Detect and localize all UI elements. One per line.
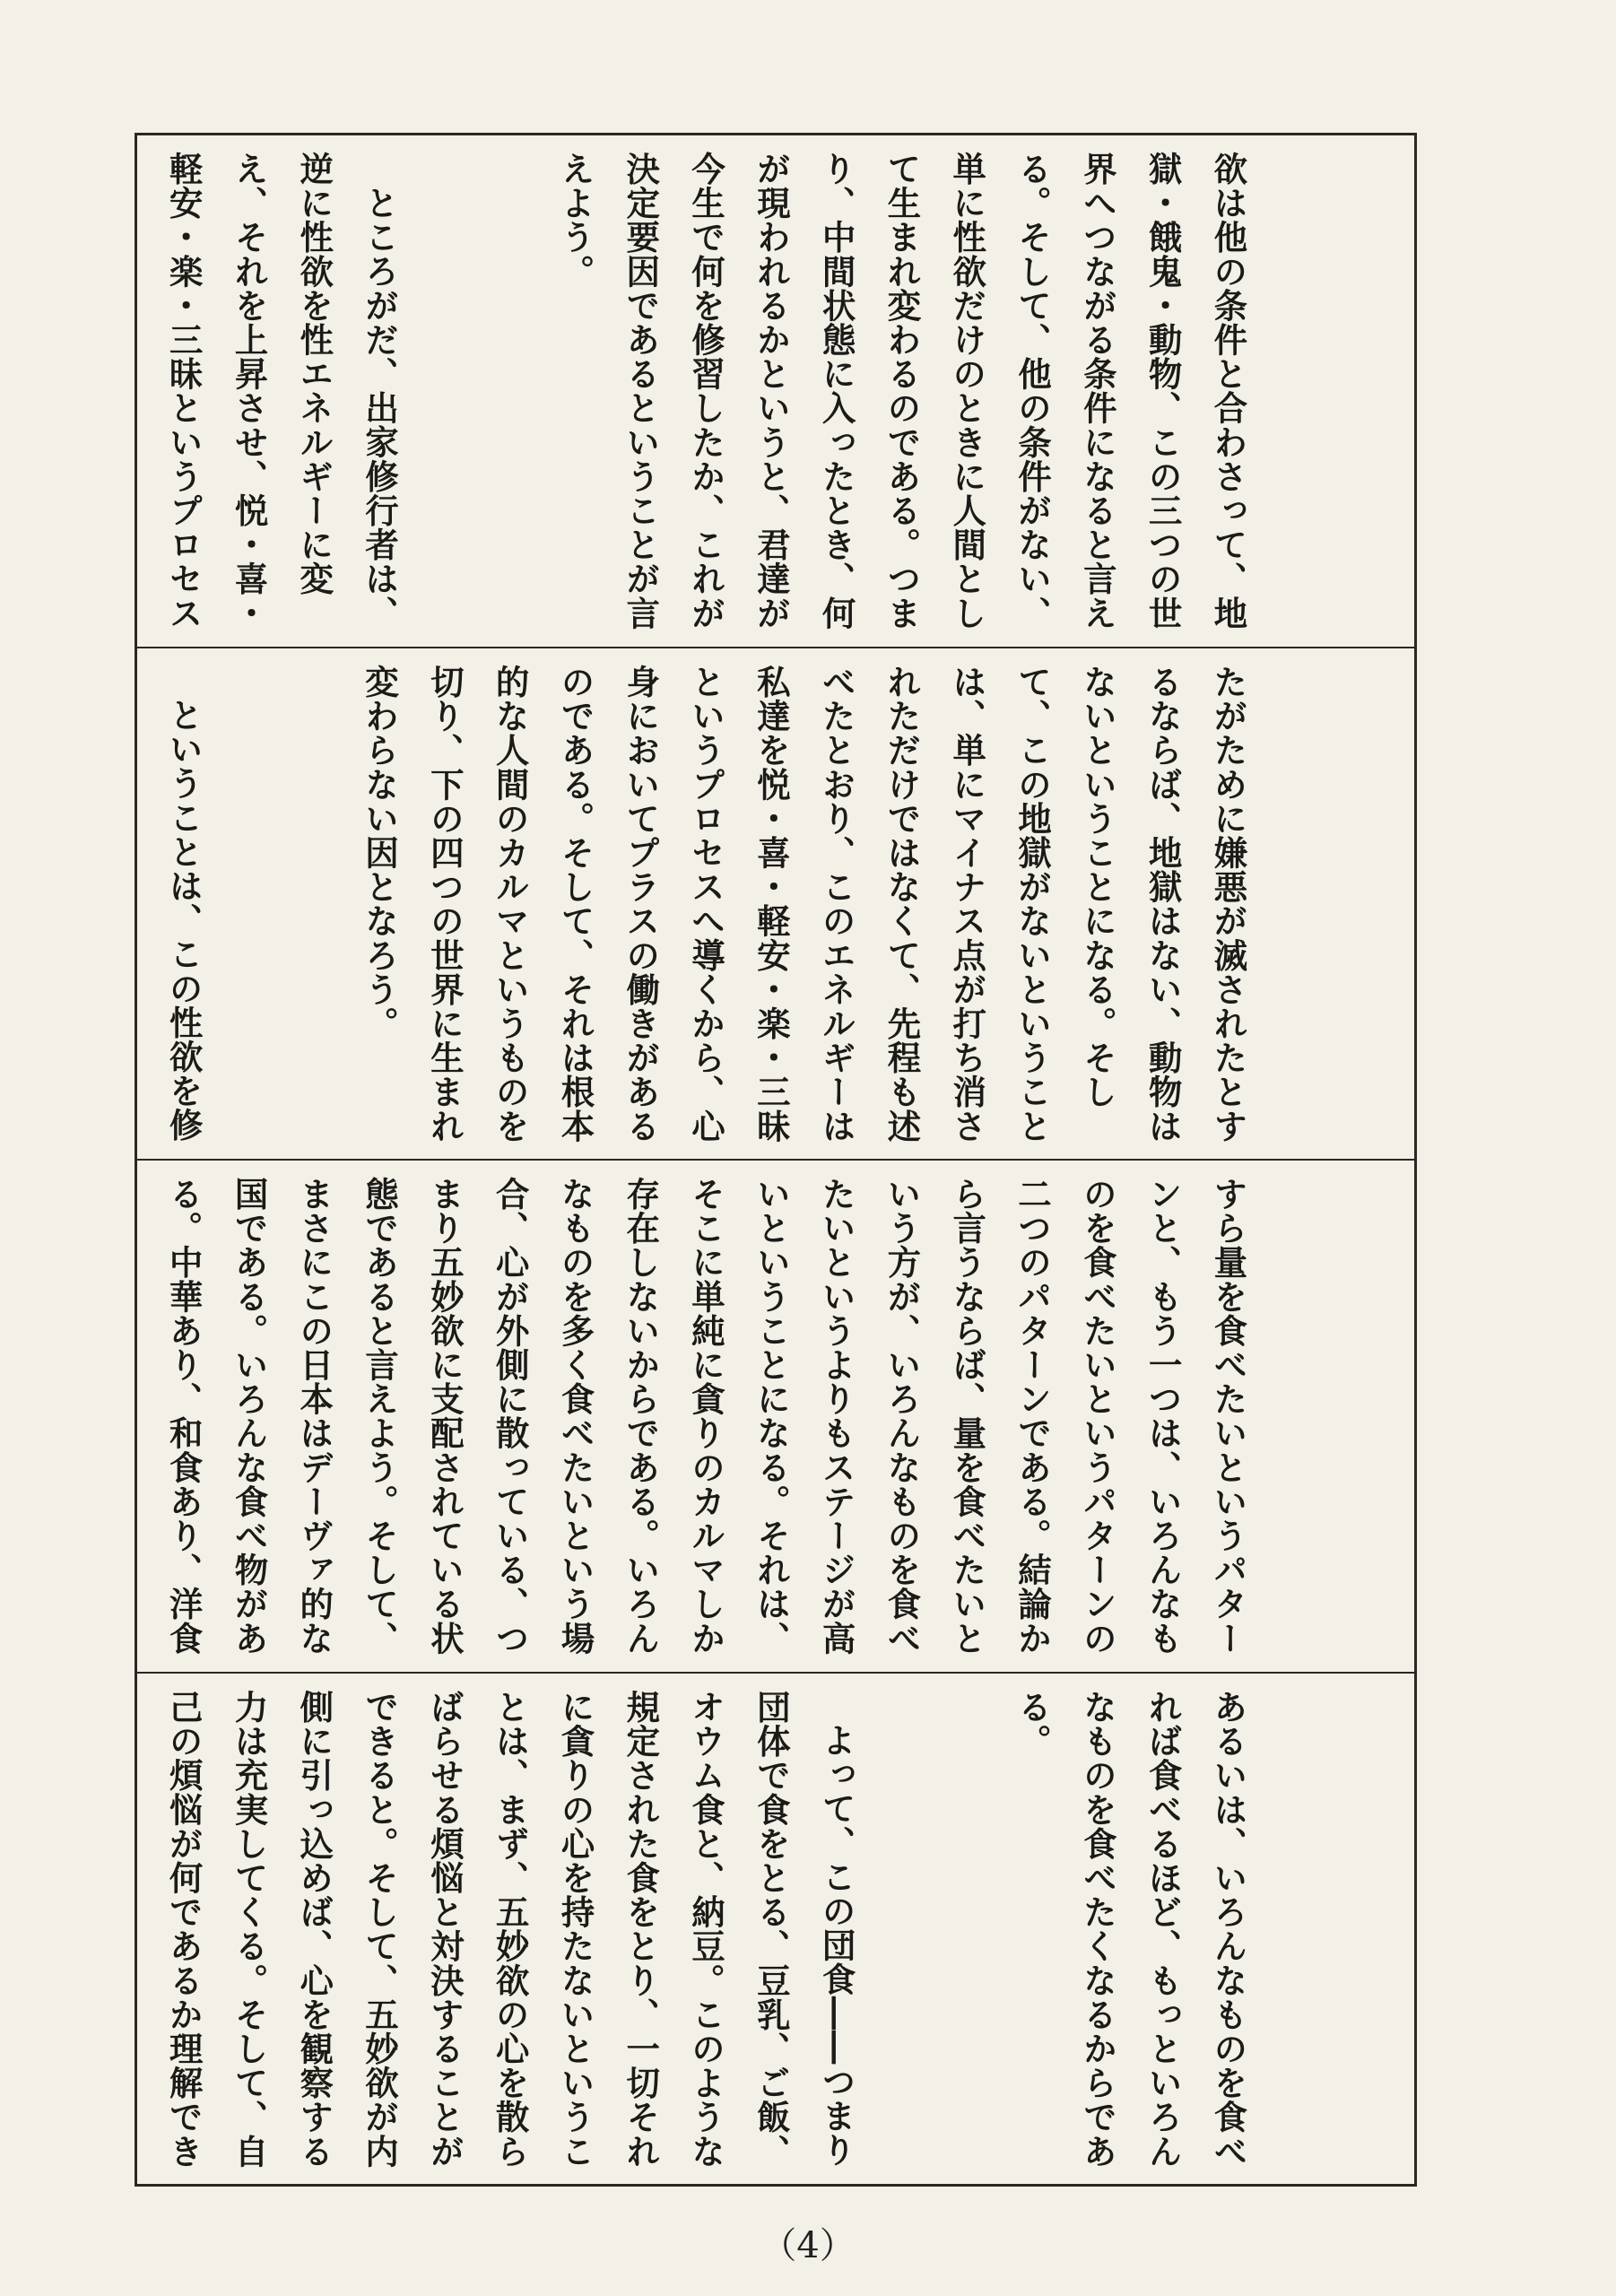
paragraph: あるいは、いろんなものを食べれば食べるほど、もっといろんなものを食べたくなるからである。: [1012, 1689, 1248, 2168]
text-band-4: [137, 1674, 1414, 2185]
paragraph: すら量を食べたいというパターンと、もう一つは、いろんなものを食べたいというパターンの二つのパターンである。結論から言うならば、量を食べたいという方が、いろんなものを食べたいというよりもステージが高いということになる。それは、そこに単純に貪りのカルマしか存在しないからである。いろんなものを多く食べたいという場合、心が外側に散っている、つまり五妙欲に支配されている状態であると言えよう。そして、まさにこの日本はデーヴァ的な国である。いろんな食べ物がある。中華あり、和食あり、洋食: [163, 1177, 1248, 1656]
page-number: （4）: [760, 2225, 856, 2266]
text-band-3: [137, 1161, 1414, 1674]
paragraph: ところがだ、出家修行者は、逆に性欲を性エネルギーに変え、それを上昇させ、悦・喜・軽安・楽・三昧というプロセス: [163, 152, 400, 631]
paragraph: たがために嫌悪が滅されたとするならば、地獄はない、動物はないということになる。そして、この地獄がないということは、単にマイナス点が打ち消されただけではなくて、先程も述べたとおり、このエネルギーは私達を悦・喜・軽安・楽・三昧というプロセスへ導くから、心身においてプラスの働きがあるのである。そして、それは根本的な人間のカルマというものを切り、下の四つの世界に生まれ変わらない因となろう。: [360, 664, 1248, 1143]
vertical-text-block-1: [161, 152, 1391, 634]
text-band-2: [137, 648, 1414, 1161]
vertical-text-block-4: [161, 1690, 1391, 2172]
vertical-text-block-2: [161, 665, 1391, 1147]
vertical-text-block-3: [161, 1177, 1391, 1659]
paragraph: よって、この団食――つまり団体で食をとる、豆乳、ご飯、オウム食と、納豆。このような規定された食をとり、一切それに貪りの心を持たないということは、まず、五妙欲の心を散らばらせる煩悩と対決することができると。そして、五妙欲が内側に引っ込めば、心を観察する力は充実してくる。そして、自己の煩悩が何であるか理解でき: [163, 1689, 856, 2168]
paragraph: ということは、この性欲を修: [163, 698, 204, 1143]
text-frame: [135, 133, 1417, 2187]
paragraph: 欲は他の条件と合わさって、地獄・餓鬼・動物、この三つの世界へつながる条件になると言える。そして、他の条件がない、単に性欲だけのときに人間として生まれ変わるのである。つまり、中間状態に入ったとき、何が現われるかというと、君達が今生で何を修習したか、これが決定要因であるということが言えよう。: [555, 152, 1248, 631]
text-band-1: [137, 135, 1414, 648]
